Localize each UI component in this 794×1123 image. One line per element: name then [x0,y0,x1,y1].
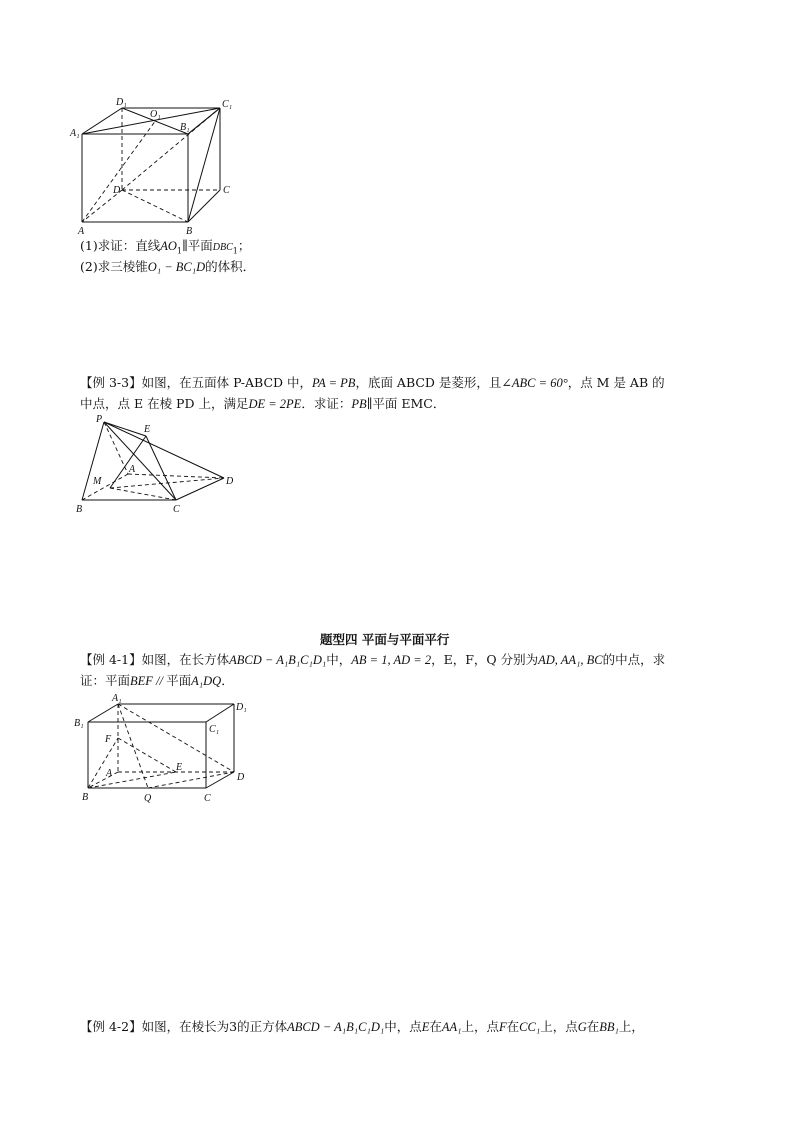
hidden-q-d [148,772,234,788]
hidden-f-e [118,738,176,772]
label-d: D [226,476,234,487]
label-c: C [204,793,211,804]
label-a: A [106,768,113,779]
label-c: C [223,185,230,196]
hidden-d-b [122,190,188,222]
label-e: E [176,762,183,773]
label-b: B [82,792,89,803]
hidden-a-b [82,474,128,500]
hidden-p-a [104,422,128,474]
problem-4-1-line-1: 【例 4-1】如图，在长方体ABCD − A₁B₁C₁D₁中，AB = 1, AD = 2，E，F，Q 分别为AD, AA₁, BC的中点，求 [80,652,666,667]
edge-e-c [146,436,176,500]
label-b1: B₁ [74,718,84,729]
hidden-a-d [128,474,224,478]
problem-4-2-line-1: 【例 4-2】如图，在棱长为3的正方体ABCD − A₁B₁C₁D₁中，点E在AA₁上，点F在CC₁上，点G在BB₁上， [80,1019,644,1034]
label-p: P [96,414,103,425]
label-d1: D₁ [116,97,127,108]
problem-3-3-line-1: 【例 3-3】如图，在五面体 P-ABCD 中，PA = PB，底面 ABCD 是菱形，且∠ABC = 60°，点 M 是 AB 的 [80,375,665,390]
edge-b1-a1 [88,704,118,722]
label-b1: B₁ [180,122,190,133]
line-b-c1 [188,108,220,222]
label-c1: C₁ [222,99,233,110]
label-c: C [173,504,180,515]
label-o1: O₁ [150,109,161,120]
figure-cuboid [72,690,252,810]
label-d: D [237,772,245,783]
problem-3-3-line-2: 中点，点 E 在棱 PD 上，满足DE = 2PE．求证：PB∥平面 EMC． [80,396,446,411]
edge-p-b [82,422,104,500]
label-q: Q [144,793,152,804]
hidden-d-c1 [122,108,220,190]
label-d1: D₁ [236,702,247,713]
label-a1: A₁ [112,693,122,704]
label-b: B [186,226,193,237]
edge-p-d [104,422,224,478]
hidden-m-d [110,478,224,488]
label-b: B [76,504,83,515]
problem-4-1-line-2: 证：平面BEF // 平面A₁DQ． [80,673,234,688]
label-m: M [93,476,102,487]
label-a: A [78,226,85,237]
section-title: 题型四 平面与平面平行 [320,632,450,647]
label-c1: C₁ [209,724,220,735]
label-a: A [129,464,136,475]
hidden-a1-q [118,704,148,788]
label-e: E [144,424,151,435]
question-2: (2)求三棱锥O₁ − BC₁D的体积． [80,259,256,274]
figure-cube-o1 [70,98,240,238]
figure-pentahedron [72,412,242,522]
label-f: F [105,734,112,745]
edge-d1-c1 [206,704,234,722]
label-a1: A₁ [70,128,80,139]
question-1: (1)求证：直线$AO_1\parallel$平面$DBC_1$； [80,238,251,256]
label-d: D [113,185,121,196]
